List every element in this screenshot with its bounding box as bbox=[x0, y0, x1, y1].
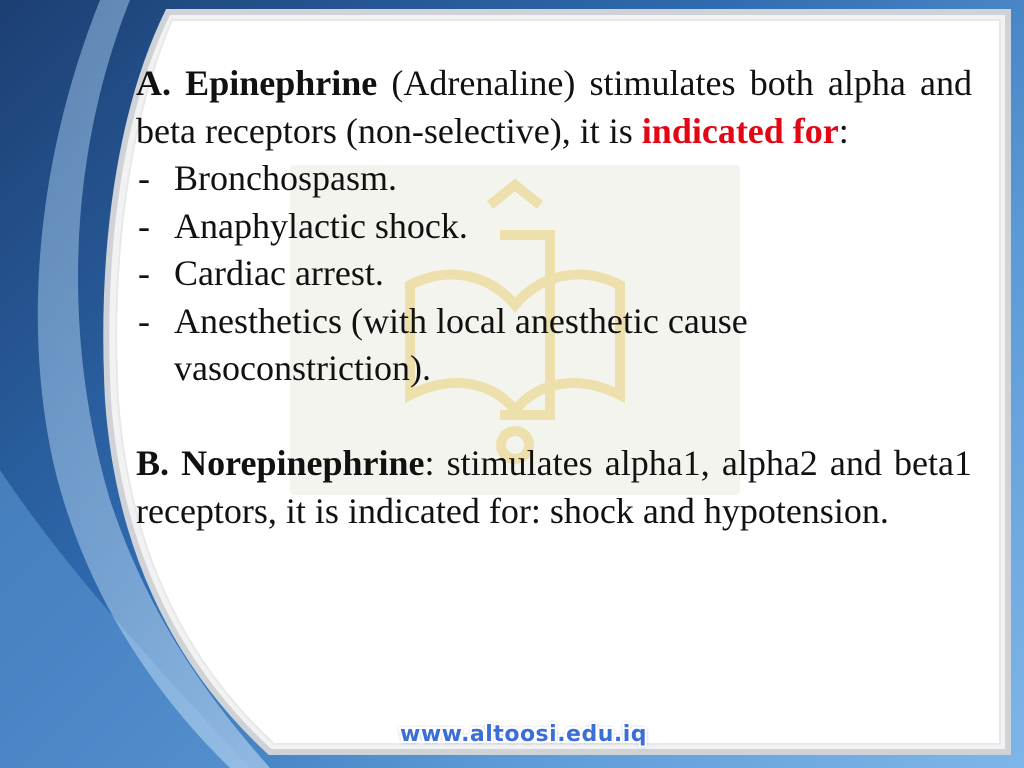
section-b-label: B. Norepinephrine bbox=[136, 443, 425, 483]
indicated-for-highlight: indicated for bbox=[641, 110, 839, 151]
list-item-text: Anaphylactic shock. bbox=[174, 205, 468, 246]
list-item bbox=[136, 203, 972, 251]
list-item-text: Anesthetics (with local anesthetic cause vasoconstriction). bbox=[174, 300, 748, 388]
list-item bbox=[136, 250, 972, 298]
list-item bbox=[136, 155, 972, 203]
spacer bbox=[136, 393, 972, 441]
section-a-paragraph bbox=[136, 60, 972, 155]
list-bullet: - bbox=[138, 205, 150, 246]
list-item-text: Cardiac arrest. bbox=[174, 253, 384, 293]
list-bullet: - bbox=[138, 300, 150, 341]
section-a-label: A. Epinephrine bbox=[136, 63, 378, 103]
slide-content bbox=[136, 60, 972, 535]
section-a-colon: : bbox=[838, 110, 849, 151]
section-a-intro: (Adrenaline) stimulates both alpha and beta receptors (non-selective), it is bbox=[136, 63, 973, 151]
list-item bbox=[136, 298, 972, 393]
website-link[interactable]: www.altoosi.edu.iq bbox=[400, 722, 648, 747]
section-b-paragraph bbox=[136, 440, 972, 535]
list-bullet: - bbox=[138, 158, 150, 198]
list-item-text: Bronchospasm. bbox=[174, 158, 397, 198]
indications-list bbox=[136, 155, 972, 393]
section-b-text: : stimulates alpha1, alpha2 and beta1 receptors, it is indicated for: shock and hypotension. bbox=[136, 443, 972, 531]
list-bullet: - bbox=[138, 253, 150, 293]
